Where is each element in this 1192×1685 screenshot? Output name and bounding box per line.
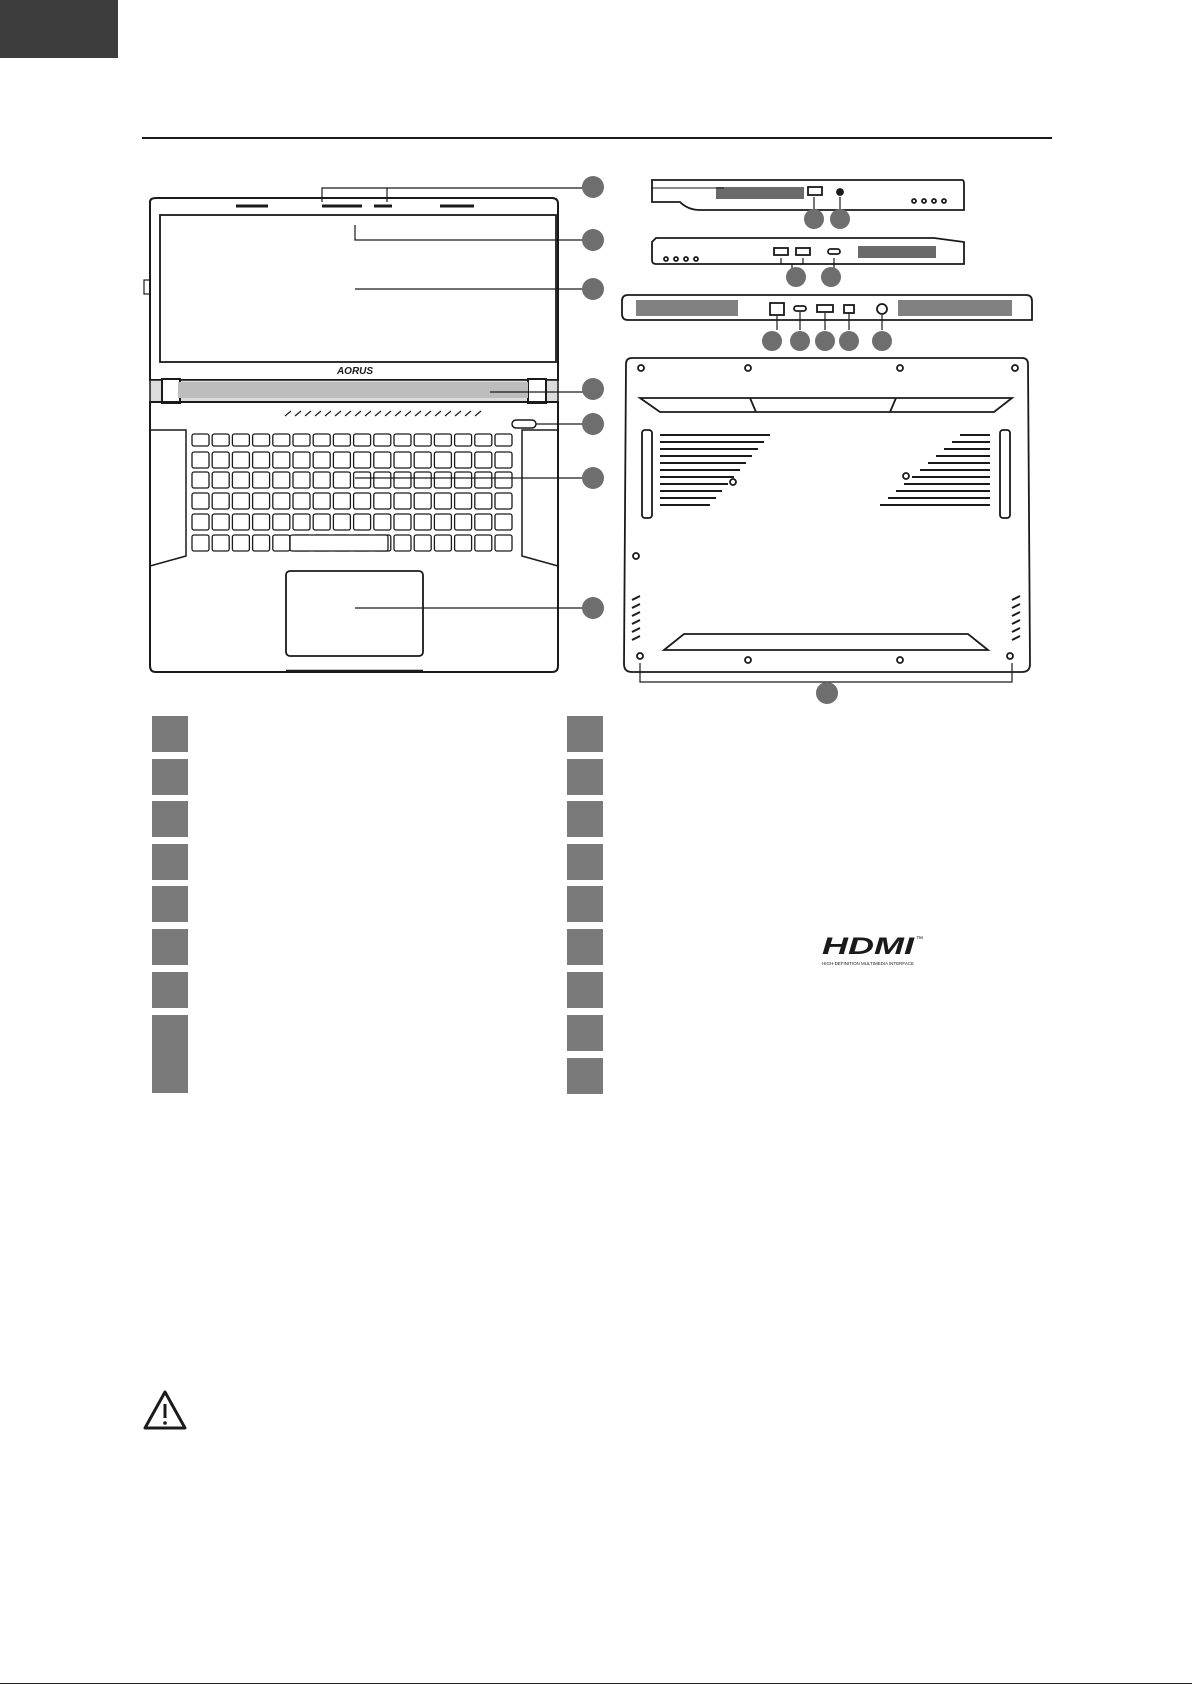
keyboard-key bbox=[414, 535, 431, 551]
keyboard-key bbox=[475, 535, 492, 551]
legend-box-left-5 bbox=[152, 886, 188, 922]
keyboard-key bbox=[313, 514, 330, 530]
keyboard-key bbox=[374, 452, 391, 468]
keyboard-key bbox=[192, 535, 209, 551]
keyboard-key bbox=[354, 493, 371, 509]
keyboard-key bbox=[253, 535, 270, 551]
keyboard-key bbox=[434, 493, 451, 509]
keyboard-key bbox=[232, 514, 249, 530]
keyboard-key bbox=[414, 452, 431, 468]
keyboard-key bbox=[293, 452, 310, 468]
keyboard-key bbox=[394, 514, 411, 530]
side-view-left bbox=[652, 180, 964, 210]
keyboard-key bbox=[475, 472, 492, 488]
legend-box-left-1 bbox=[152, 716, 188, 752]
warning-triangle-icon bbox=[142, 1389, 188, 1431]
keyboard-key bbox=[232, 535, 249, 551]
keyboard-key bbox=[232, 493, 249, 509]
keyboard-key bbox=[354, 434, 371, 446]
keyboard-key bbox=[333, 452, 350, 468]
legend-box-right-7 bbox=[567, 972, 603, 1008]
keyboard-key bbox=[475, 493, 492, 509]
legend-box-left-6 bbox=[152, 929, 188, 965]
keyboard-key bbox=[374, 514, 391, 530]
keyboard-key bbox=[313, 472, 330, 488]
keyboard-key bbox=[495, 472, 512, 488]
keyboard-key bbox=[253, 514, 270, 530]
keyboard-key bbox=[212, 472, 229, 488]
keyboard-key bbox=[293, 434, 310, 446]
keyboard-key bbox=[394, 452, 411, 468]
legend-box-right-8 bbox=[567, 1015, 603, 1051]
footer-rule bbox=[0, 1683, 1192, 1684]
keyboard-key bbox=[253, 493, 270, 509]
keyboard-key bbox=[253, 452, 270, 468]
keyboard-key bbox=[192, 493, 209, 509]
keyboard-key bbox=[434, 472, 451, 488]
legend-box-right-4 bbox=[567, 844, 603, 880]
keyboard-key bbox=[273, 493, 290, 509]
keyboard-key bbox=[212, 434, 229, 446]
keyboard-key bbox=[414, 472, 431, 488]
keyboard-key bbox=[212, 452, 229, 468]
bottom-view bbox=[624, 358, 1030, 672]
legend-box-right-5 bbox=[567, 886, 603, 922]
keyboard-key bbox=[495, 514, 512, 530]
keyboard-key bbox=[495, 535, 512, 551]
keyboard bbox=[192, 434, 512, 551]
hdmi-tagline: HIGH-DEFINITION MULTIMEDIA INTERFACE bbox=[822, 961, 915, 966]
keyboard-key bbox=[192, 434, 209, 446]
keyboard-key bbox=[374, 493, 391, 509]
keyboard-key bbox=[455, 535, 472, 551]
keyboard-key bbox=[455, 493, 472, 509]
legend-box-left-3 bbox=[152, 801, 188, 837]
keyboard-key bbox=[293, 514, 310, 530]
keyboard-key bbox=[374, 434, 391, 446]
keyboard-key bbox=[273, 434, 290, 446]
keyboard-key bbox=[434, 452, 451, 468]
keyboard-key bbox=[293, 472, 310, 488]
keyboard-key bbox=[394, 472, 411, 488]
keyboard-key bbox=[333, 514, 350, 530]
legend-box-left-4 bbox=[152, 844, 188, 880]
keyboard-key bbox=[212, 535, 229, 551]
legend-box-left-8 bbox=[152, 1015, 188, 1093]
hdmi-logo-icon bbox=[818, 930, 928, 970]
keyboard-key bbox=[192, 514, 209, 530]
keyboard-key bbox=[455, 472, 472, 488]
keyboard-key bbox=[414, 493, 431, 509]
keyboard-key bbox=[273, 452, 290, 468]
hdmi-trademark: ™ bbox=[916, 936, 923, 943]
keyboard-key bbox=[333, 434, 350, 446]
keyboard-key bbox=[192, 452, 209, 468]
keyboard-key bbox=[333, 472, 350, 488]
keyboard-key bbox=[232, 452, 249, 468]
keyboard-key bbox=[394, 535, 411, 551]
side-view-right bbox=[652, 238, 964, 264]
legend-box-right-1 bbox=[567, 716, 603, 752]
keyboard-key bbox=[273, 472, 290, 488]
keyboard-key bbox=[192, 472, 209, 488]
keyboard-key bbox=[455, 452, 472, 468]
keyboard-key bbox=[374, 472, 391, 488]
keyboard-key bbox=[434, 514, 451, 530]
keyboard-key bbox=[495, 434, 512, 446]
keyboard-grille bbox=[285, 411, 481, 416]
rear-view bbox=[622, 295, 1032, 320]
keyboard-spacebar bbox=[290, 535, 388, 551]
keyboard-key bbox=[455, 434, 472, 446]
keyboard-key bbox=[232, 434, 249, 446]
keyboard-key bbox=[434, 535, 451, 551]
keyboard-key bbox=[313, 493, 330, 509]
hdmi-wordmark: HDMI bbox=[822, 933, 916, 960]
aorus-logo: AORUS bbox=[336, 366, 374, 377]
keyboard-key bbox=[434, 434, 451, 446]
keyboard-key bbox=[313, 452, 330, 468]
keyboard-key bbox=[232, 472, 249, 488]
keyboard-key bbox=[414, 434, 431, 446]
keyboard-key bbox=[354, 514, 371, 530]
keyboard-key bbox=[455, 514, 472, 530]
keyboard-key bbox=[414, 514, 431, 530]
keyboard-key bbox=[212, 493, 229, 509]
legend-box-right-6 bbox=[567, 929, 603, 965]
keyboard-key bbox=[273, 535, 290, 551]
legend-box-right-3 bbox=[567, 801, 603, 837]
legend-box-right-2 bbox=[567, 759, 603, 795]
keyboard-key bbox=[253, 434, 270, 446]
keyboard-key bbox=[354, 452, 371, 468]
keyboard-key bbox=[293, 493, 310, 509]
callout-circles bbox=[582, 176, 604, 619]
keyboard-key bbox=[475, 452, 492, 468]
keyboard-key bbox=[394, 434, 411, 446]
legend-box-left-7 bbox=[152, 972, 188, 1008]
keyboard-key bbox=[212, 514, 229, 530]
keyboard-key bbox=[253, 472, 270, 488]
keyboard-key bbox=[394, 493, 411, 509]
keyboard-key bbox=[495, 452, 512, 468]
keyboard-key bbox=[313, 434, 330, 446]
keyboard-key bbox=[354, 472, 371, 488]
keyboard-key bbox=[333, 493, 350, 509]
legend-box-right-9 bbox=[567, 1058, 603, 1094]
keyboard-key bbox=[475, 434, 492, 446]
laptop-illustrations bbox=[0, 0, 1192, 710]
legend-box-left-2 bbox=[152, 759, 188, 795]
keyboard-key bbox=[495, 493, 512, 509]
keyboard-key bbox=[475, 514, 492, 530]
keyboard-key bbox=[273, 514, 290, 530]
